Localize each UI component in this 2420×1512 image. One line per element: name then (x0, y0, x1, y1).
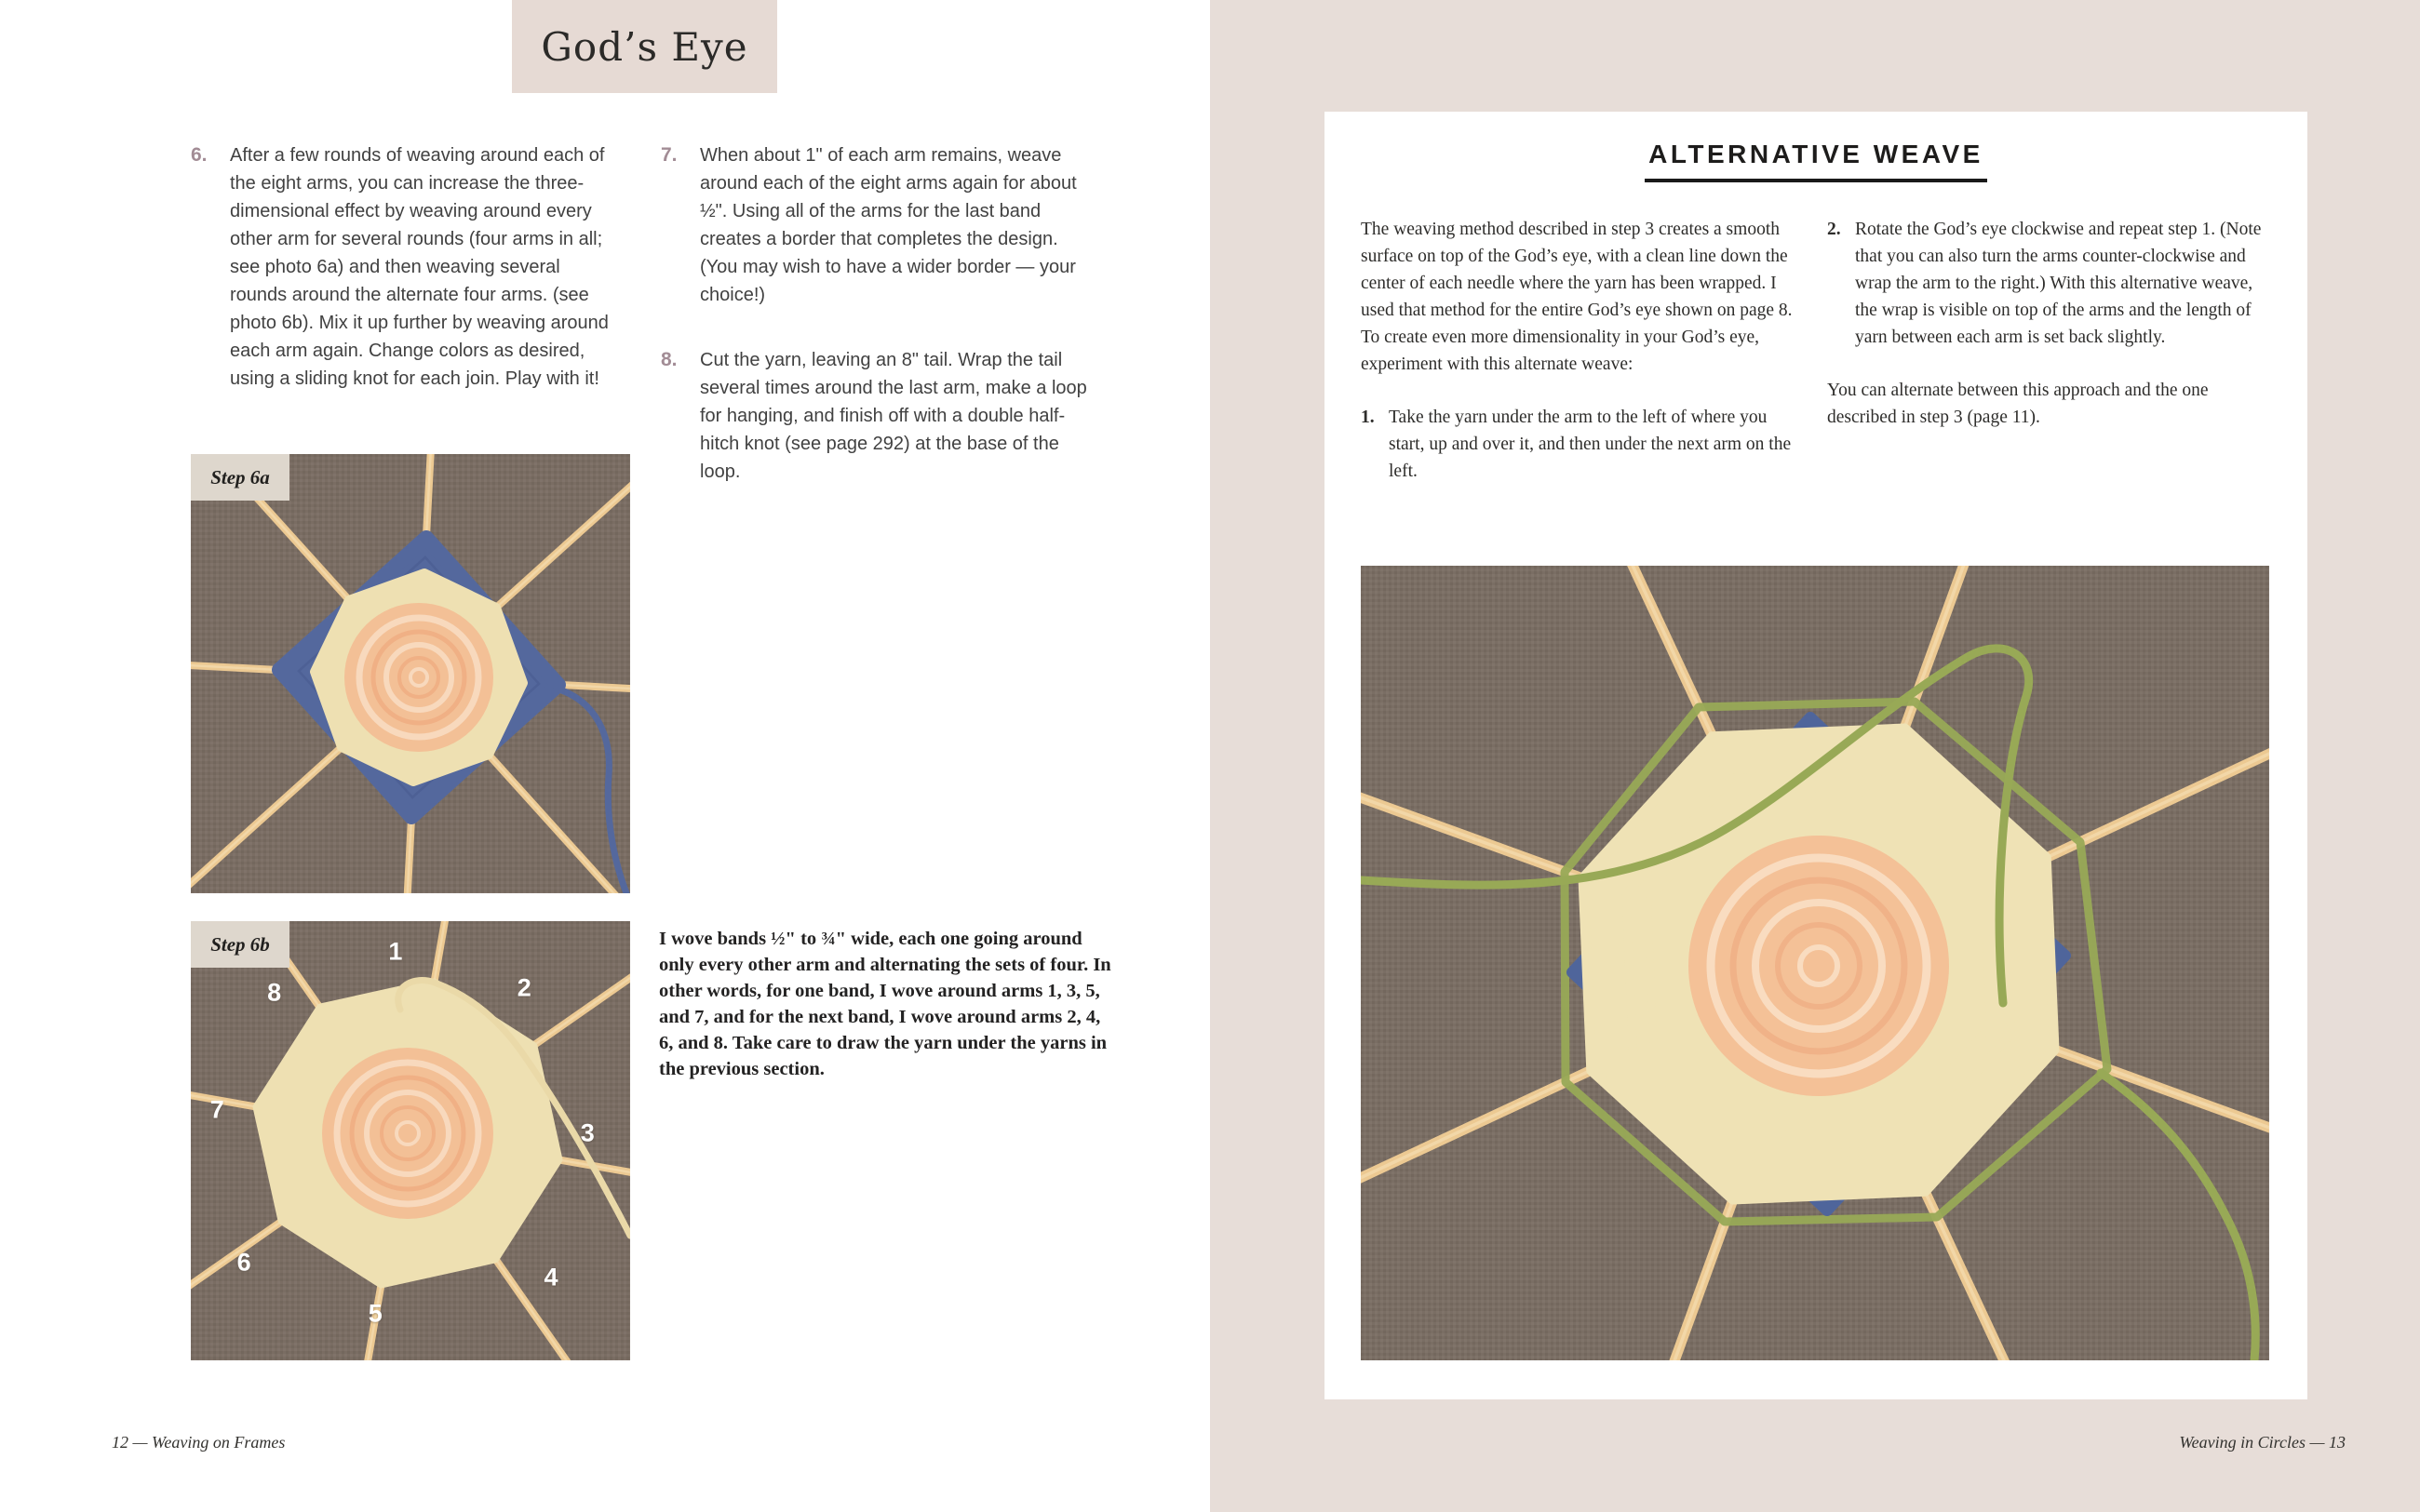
peach-yarn-center (344, 603, 493, 752)
photo-step-6b (191, 921, 630, 1360)
arm-number-8: 8 (267, 978, 282, 1007)
step-8-text: Cut the yarn, leaving an 8" tail. Wrap the tail several times around the last arm, make a loop for hanging, and finish off with a double half-hitch knot (see page 292) at the base of the loop. (700, 350, 1087, 482)
page-title: God’s Eye (541, 23, 748, 70)
step-7-number: 7. (661, 144, 678, 166)
photo-6b-label (191, 921, 289, 968)
step-6-text: After a few rounds of weaving around each of the eight arms, you can increase the three-dimensional effect by weaving around every other arm for several rounds (four arms in all; see photo 6a) and then weaving several rounds around the alternate four arms. (see photo 6b). Mix it up further by weaving around each arm again. Change colors as desired, using a sliding knot for each join. Play with it! (230, 145, 609, 389)
step-8 (661, 346, 1098, 486)
rp-outro: You can alternate between this approach and the one described in step 3 (page 11). (1827, 381, 2209, 427)
right-page-footer: Weaving in Circles — 13 (2179, 1433, 2346, 1452)
arm-number-3: 3 (580, 1118, 595, 1147)
photo-6a-label-text: Step 6a (210, 465, 270, 488)
rp-list-item-1 (1361, 404, 1798, 485)
step-7-text: When about 1" of each arm remains, weave around each of the eight arms again for about ½". Using all of the arms for the last band creates a border that completes the design. (You may wish to have a wider border — your choice!) (700, 145, 1077, 305)
rp-item-2-text: Rotate the God’s eye clockwise and repeat step 1. (Note that you can also turn the arms counter-clockwise and wrap the arm to the right.) With this alternative weave, the wrap is visible on top of the arms and the length of yarn between each arm is set back slightly. (1855, 220, 2262, 347)
content-panel (1324, 112, 2307, 1399)
left-page-footer: 12 — Weaving on Frames (112, 1433, 286, 1452)
right-page (1210, 0, 2420, 1512)
arm-number-6: 6 (236, 1248, 251, 1277)
rp-item-1-number: 1. (1361, 408, 1375, 427)
arm-number-1: 1 (388, 937, 403, 966)
rp-list-item-2 (1827, 216, 2263, 351)
section-heading: ALTERNATIVE WEAVE (1645, 140, 1987, 182)
arm-number-2: 2 (517, 973, 531, 1002)
rp-left-column (1361, 216, 1798, 485)
step-6-number: 6. (191, 144, 208, 166)
arm-number-7: 7 (209, 1095, 224, 1124)
arm-number-4: 4 (544, 1263, 558, 1291)
step6b-illustration (191, 921, 630, 1360)
arm-number-5: 5 (368, 1299, 383, 1328)
peach-yarn-center (322, 1048, 493, 1219)
photo-6a-label (191, 454, 289, 501)
peach-yarn-center (1688, 836, 1949, 1096)
step-7 (661, 141, 1098, 309)
alternative-weave-heading-wrap (1324, 140, 2307, 182)
photo-step-6a (191, 454, 630, 893)
step6a-illustration (191, 454, 630, 893)
rp-intro: The weaving method described in step 3 creates a smooth surface on top of the God’s eye, with a clean line down the center of each needle where the yarn has been wrapped. I used that method for the entire God’s eye shown on page 8. To create even more dimensionality in your God’s eye, experiment with this alternate weave: (1361, 220, 1793, 374)
chapter-title-box (512, 0, 777, 93)
weaving-note: I wove bands ½" to ¾" wide, each one going around only every other arm and alternating the sets of four. In other words, for one band, I wove around arms 1, 3, 5, and 7, and for the next band, I wove around arms 2, 4, 6, and 8. Take care to draw the yarn under the yarns in the previous section. (659, 929, 1111, 1079)
step-8-number: 8. (661, 349, 678, 370)
photo-6b-label-text: Step 6b (210, 932, 270, 956)
alternative-weave-illustration (1361, 566, 2269, 1360)
step-6 (191, 141, 621, 393)
rp-item-1-text: Take the yarn under the arm to the left of where you start, up and over it, and then under the next arm on the left. (1389, 408, 1792, 481)
photo-alternative-weave (1361, 566, 2269, 1360)
rp-item-2-number: 2. (1827, 220, 1841, 239)
rp-right-column (1827, 216, 2263, 431)
